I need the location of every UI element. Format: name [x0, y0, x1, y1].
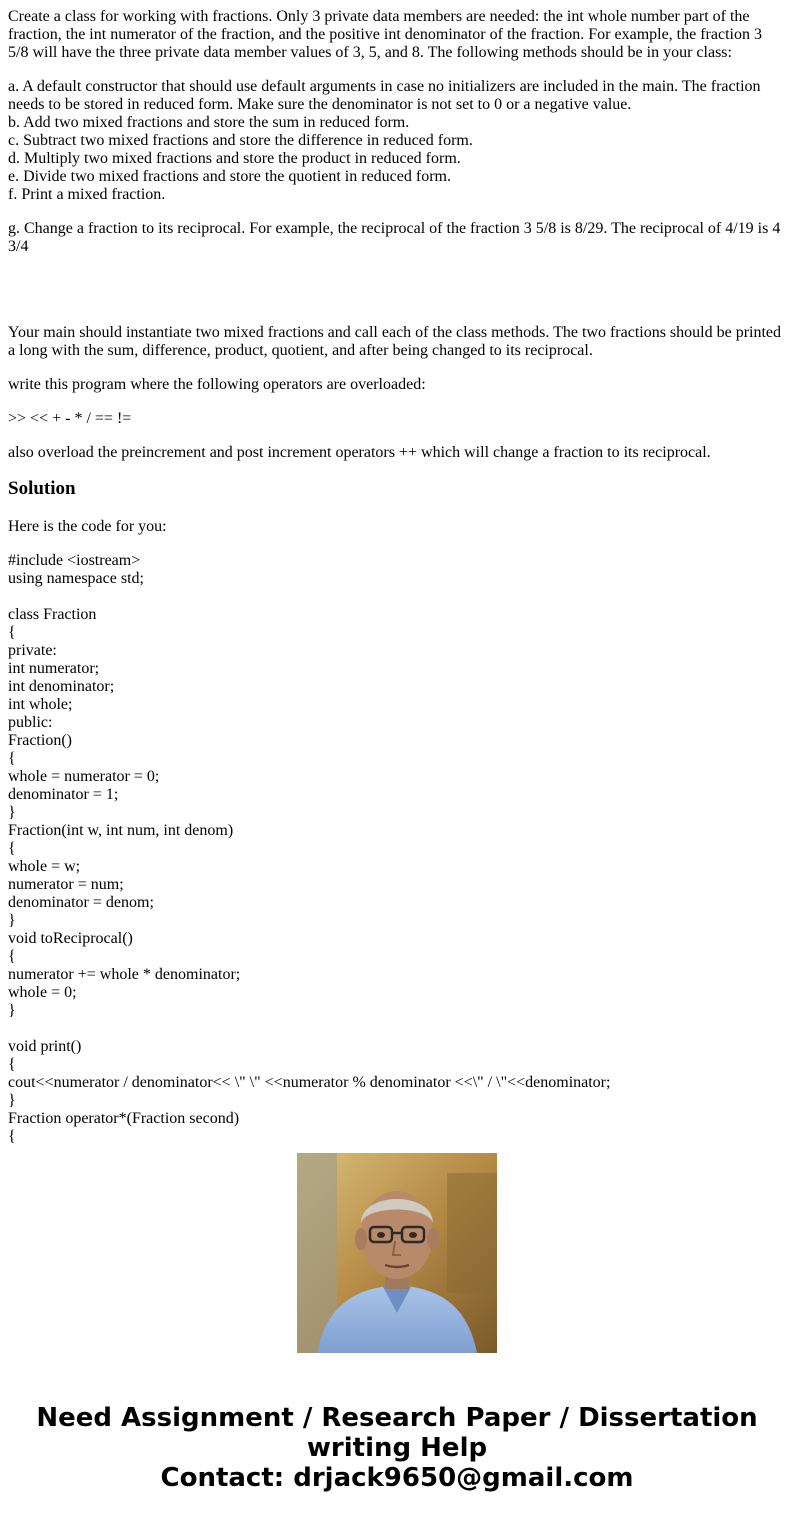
solution-heading: Solution: [8, 478, 76, 499]
code-line: {: [8, 948, 16, 965]
code-line: {: [8, 750, 16, 767]
code-line: }: [8, 912, 16, 929]
code-line: Fraction operator*(Fraction second): [8, 1110, 240, 1127]
code-line: whole = w;: [8, 858, 81, 875]
main-instructions: Your main should instantiate two mixed fractions and call each of the class methods. The two fractions should be printed a long with the sum, difference, product, quotient, and after being changed to its reciprocal.: [8, 324, 782, 359]
method-list: [8, 78, 786, 204]
operator-list: >> << + - * / == !=: [8, 410, 132, 427]
spacer: [8, 272, 786, 324]
code-line: int numerator;: [8, 660, 100, 677]
code-listing: [8, 552, 786, 1145]
code-line: {: [8, 624, 16, 641]
code-line: whole = numerator = 0;: [8, 768, 160, 785]
code-line: numerator += whole * denominator;: [8, 966, 241, 983]
code-line: Fraction(): [8, 732, 72, 749]
code-line: void toReciprocal(): [8, 930, 133, 947]
code-line: void print(): [8, 1038, 82, 1055]
avatar-icon: [297, 1153, 497, 1353]
list-item: f. Print a mixed fraction.: [8, 186, 166, 203]
code-line: [8, 588, 786, 606]
code-line: numerator = num;: [8, 876, 124, 893]
code-line: {: [8, 840, 16, 857]
code-line: #include <iostream>: [8, 552, 141, 569]
code-line: Fraction(int w, int num, int denom): [8, 822, 234, 839]
list-item: b. Add two mixed fractions and store the sum in reduced form.: [8, 114, 410, 131]
list-item: c. Subtract two mixed fractions and store the difference in reduced form.: [8, 132, 473, 149]
list-item: a. A default constructor that should use default arguments in case no initializers are included in the main. The fraction needs to be stored in reduced form. Make sure the denominator is not set to 0 or a negative value.: [8, 78, 761, 113]
code-line: }: [8, 1002, 16, 1019]
code-line: }: [8, 804, 16, 821]
code-line: int denominator;: [8, 678, 115, 695]
overload-intro: write this program where the following operators are overloaded:: [8, 376, 426, 393]
code-line: int whole;: [8, 696, 73, 713]
code-line: {: [8, 1128, 16, 1145]
code-line: cout<<numerator / denominator<< \" \" <<numerator % denominator <<\" / \"<<denominator;: [8, 1074, 611, 1091]
code-line: }: [8, 1092, 16, 1109]
code-line: class Fraction: [8, 606, 97, 623]
list-item: e. Divide two mixed fractions and store the quotient in reduced form.: [8, 168, 451, 185]
document-body: [8, 8, 786, 1145]
code-line: using namespace std;: [8, 570, 144, 587]
footer-line: writing Help: [306, 1433, 488, 1463]
code-line: [8, 1020, 786, 1038]
code-line: denominator = 1;: [8, 786, 119, 803]
footer-contact: Contact: drjack9650@gmail.com: [160, 1463, 634, 1493]
list-item-g: g. Change a fraction to its reciprocal. For example, the reciprocal of the fraction 3 5/8 is 8/29. The reciprocal of 4/19 is 4 3/4: [8, 220, 781, 255]
list-item: d. Multiply two mixed fractions and store the product in reduced form.: [8, 150, 461, 167]
increment-note: also overload the preincrement and post increment operators ++ which will change a fraction to its reciprocal.: [8, 444, 711, 461]
code-line: private:: [8, 642, 57, 659]
solution-intro: Here is the code for you:: [8, 518, 167, 535]
code-line: public:: [8, 714, 53, 731]
code-line: {: [8, 1056, 16, 1073]
question-intro: Create a class for working with fractions. Only 3 private data members are needed: the int whole number part of the fraction, the int numerator of the fraction, and the positive int denominator of the fraction. For example, the fraction 3 5/8 will have the three private data member values of 3, 5, and 8. The following methods should be in your class:: [8, 8, 762, 61]
promo-footer: [0, 1403, 794, 1493]
author-photo: [297, 1153, 497, 1353]
code-line: denominator = denom;: [8, 894, 154, 911]
footer-line: Need Assignment / Research Paper / Dissertation: [36, 1403, 758, 1433]
code-line: whole = 0;: [8, 984, 77, 1001]
